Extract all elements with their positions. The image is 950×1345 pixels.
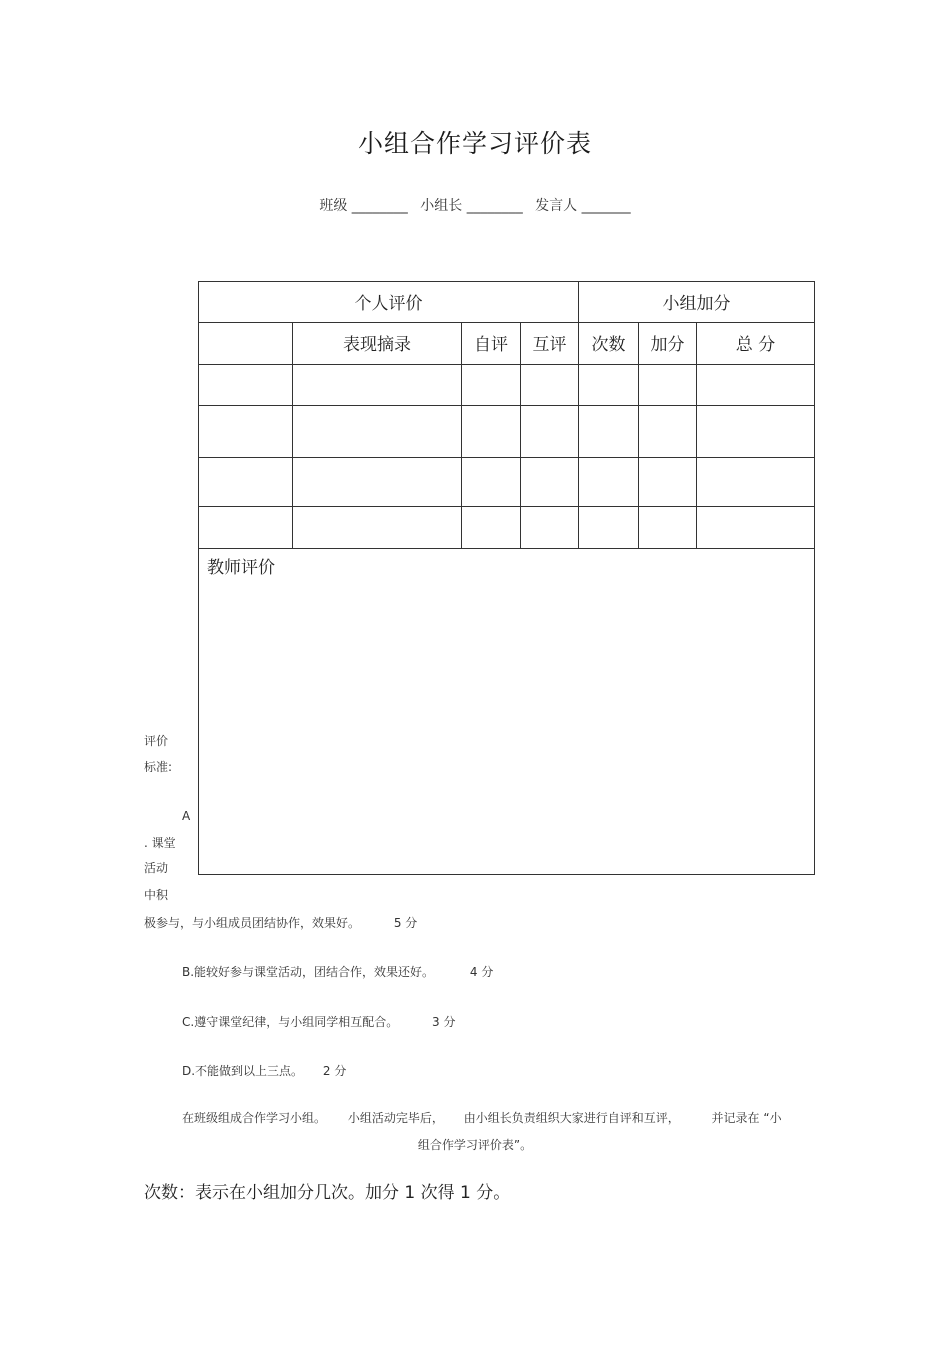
criterion-a-letter: A	[182, 809, 191, 823]
teacher-eval-row	[199, 549, 815, 875]
instruction-line2: 组合作学习评价表”。	[417, 1138, 533, 1152]
instruction-part4: 并记录在 “小	[711, 1111, 782, 1125]
header-summary: 表现摘录	[293, 323, 462, 365]
table-cell[interactable]	[462, 406, 521, 458]
footer-note: 次数：表示在小组加分几次。加分 1 次得 1 分。	[144, 1183, 511, 1203]
criterion-a-score: 5 分	[393, 916, 418, 930]
criterion-b-score: 4 分	[469, 965, 494, 979]
table-cell[interactable]	[199, 507, 293, 549]
criterion-d	[182, 1062, 346, 1079]
instruction-line1	[182, 1109, 782, 1126]
teacher-eval-cell[interactable]	[199, 549, 815, 875]
table-row	[199, 406, 815, 458]
table-cell[interactable]	[579, 365, 639, 406]
criterion-b-text: B.能较好参与课堂活动，团结合作，效果还好。	[182, 965, 435, 979]
table-cell[interactable]	[579, 458, 639, 507]
leader-field-label: 小组长 ________	[420, 198, 523, 214]
table-cell[interactable]	[293, 458, 462, 507]
table-cell[interactable]	[293, 365, 462, 406]
table-row	[199, 458, 815, 507]
page-title: 小组合作学习评价表	[357, 129, 592, 158]
criterion-c-text: C.遵守课堂纪律，与小组同学相互配合。	[182, 1015, 399, 1029]
table-cell[interactable]	[521, 365, 579, 406]
table-row	[199, 507, 815, 549]
criterion-a	[144, 914, 417, 931]
table-row	[199, 365, 815, 406]
table-cell[interactable]	[199, 406, 293, 458]
table-cell[interactable]	[462, 458, 521, 507]
table-cell[interactable]	[697, 406, 815, 458]
table-cell[interactable]	[293, 406, 462, 458]
header-self-eval: 自评	[462, 323, 521, 365]
class-field-label: 班级 ________	[319, 198, 408, 214]
table-header-row	[199, 282, 815, 323]
criterion-a-text: 极参与，与小组成员团结协作，效果好。	[144, 916, 361, 930]
instruction-part2: 小组活动完毕后，	[347, 1111, 444, 1125]
table-cell[interactable]	[293, 507, 462, 549]
criterion-a-fragment1: . 课堂	[144, 836, 176, 850]
table-cell[interactable]	[579, 507, 639, 549]
speaker-field-label: 发言人 _______	[535, 198, 631, 214]
criterion-c-score: 3 分	[432, 1015, 456, 1029]
criteria-label-line2: 标准:	[144, 760, 173, 774]
header-name-cell	[199, 323, 293, 365]
table-cell[interactable]	[579, 406, 639, 458]
header-bonus: 加分	[639, 323, 697, 365]
instruction-part1: 在班级组成合作学习小组。	[182, 1111, 327, 1125]
criterion-c	[182, 1013, 455, 1030]
table-cell[interactable]	[639, 406, 697, 458]
header-times: 次数	[579, 323, 639, 365]
table-cell[interactable]	[521, 458, 579, 507]
evaluation-table	[198, 281, 815, 875]
table-cell[interactable]	[697, 507, 815, 549]
table-cell[interactable]	[521, 406, 579, 458]
criterion-d-score: 2 分	[322, 1064, 347, 1078]
header-individual-eval: 个人评价	[199, 282, 579, 323]
header-total: 总 分	[697, 323, 815, 365]
header-peer-eval: 互评	[521, 323, 579, 365]
table-cell[interactable]	[639, 458, 697, 507]
table-cell[interactable]	[697, 365, 815, 406]
criterion-a-fragment3: 中积	[144, 888, 169, 902]
table-subheader-row	[199, 323, 815, 365]
table-cell[interactable]	[462, 507, 521, 549]
criterion-b	[182, 963, 493, 980]
table-cell[interactable]	[199, 458, 293, 507]
form-fields-line	[0, 195, 950, 215]
criterion-a-fragment2: 活动	[144, 861, 169, 875]
header-group-bonus: 小组加分	[579, 282, 815, 323]
table-cell[interactable]	[639, 365, 697, 406]
table-cell[interactable]	[199, 365, 293, 406]
teacher-eval-label: 教师评价	[207, 558, 275, 578]
criterion-d-text: D.不能做到以上三点。	[182, 1064, 304, 1078]
table-cell[interactable]	[639, 507, 697, 549]
criteria-label-line1: 评价	[144, 734, 169, 748]
table-cell[interactable]	[462, 365, 521, 406]
table-cell[interactable]	[697, 458, 815, 507]
instruction-part3: 由小组长负责组织大家进行自评和互评，	[463, 1111, 680, 1125]
table-cell[interactable]	[521, 507, 579, 549]
